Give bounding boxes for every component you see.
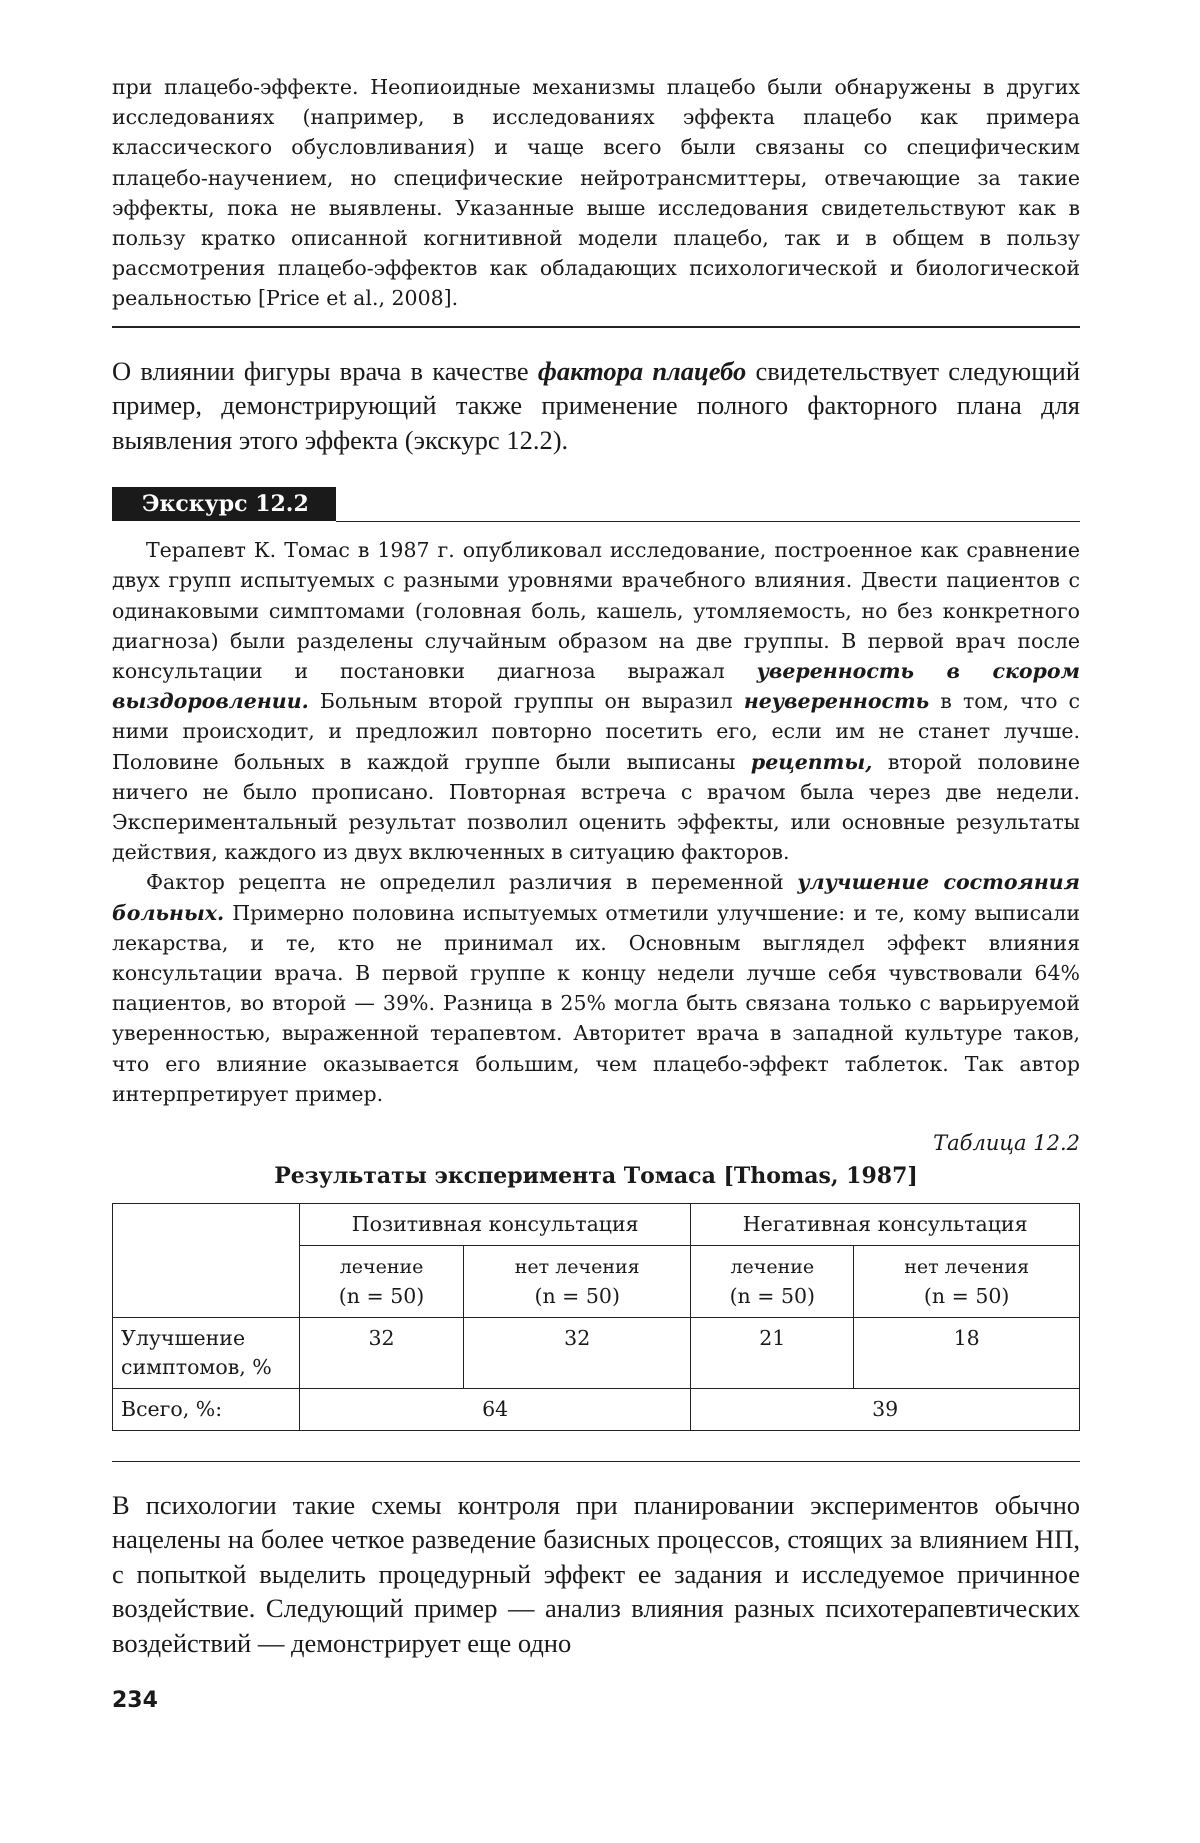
subheader-cell [300, 1245, 464, 1317]
table-corner-cell [113, 1203, 300, 1317]
results-table [112, 1203, 1080, 1431]
excursus-text: второй половине ничего не было прописано. Повторная встреча с врачом была через две недели. Экспериментальный результат позволил оценить эффекты, или основные результаты действия, каждого из двух включенных в ситуацию факторов. [112, 749, 1080, 865]
table-caption: Таблица 12.2 [933, 1130, 1080, 1155]
table-cell: 21 [691, 1317, 854, 1388]
excursus-emphasis: улучшение состояния больных. [112, 870, 1080, 925]
subheader-cell [464, 1245, 691, 1317]
main-paragraph-text: О влиянии фигуры врача в качестве [112, 355, 538, 386]
subheader-label: лечение [730, 1255, 815, 1278]
table-cell: 39 [691, 1388, 1080, 1430]
table-title: Результаты эксперимента Томаса [Thomas, 1987] [274, 1162, 918, 1189]
table-row [113, 1203, 1080, 1245]
excursus-emphasis: неуверенность [743, 689, 930, 714]
closing-paragraph: В психологии такие схемы контроля при планировании экспериментов обычно нацелены на более четкое разведение базисных процессов, стоящих за влиянием НП, с попыткой выделить процедурный эффект ее задания и исследуемое причинное воздействие. Следующий пример — анализ влияния разных психотерапевтических воздействий — демонстрирует еще одно [112, 1489, 1080, 1658]
excursus-paragraph-2 [112, 867, 1080, 1109]
page-number: 234 [112, 1688, 158, 1713]
table-row [113, 1317, 1080, 1388]
page-content [112, 72, 1080, 1660]
excursus-paragraph-1 [112, 535, 1080, 867]
excursus-emphasis: рецепты, [750, 749, 873, 774]
excursus-text: Больным второй группы он выразил [308, 689, 744, 714]
subheader-n: (n = 50) [923, 1283, 1010, 1308]
subheader-n: (n = 50) [338, 1283, 425, 1308]
table-cell: 18 [854, 1317, 1080, 1388]
main-paragraph-emphasis: фактора плацебо [537, 355, 747, 386]
subheader-n: (n = 50) [534, 1283, 620, 1308]
subheader-n: (n = 50) [729, 1283, 816, 1308]
excursus-text: Терапевт К. Томас в 1987 г. опубликовал исследование, построенное как сравнение двух групп испытуемых с разными уровнями врачебного влияния. Двести пациентов с одинаковыми симптомами (головная боль, кашель, утомляемость, но без конкретного диагноза) были разделены случайным образом на две группы. В первой врач после консультации и постановки диагноза выражал [112, 538, 1080, 683]
table-cell: 32 [464, 1317, 691, 1388]
subheader-label: нет лечения [514, 1255, 640, 1278]
excursus-label: Экскурс 12.2 [112, 487, 336, 521]
header-positive: Позитивная консультация [300, 1203, 691, 1245]
intro-paragraph: при плацебо-эффекте. Неопиоидные механизмы плацебо были обнаружены в других исследованиях (например, в исследованиях эффекта плацебо как примера классического обусловливания) и чаще всего были связаны со специфическим плацебо-научением, но специфические нейротрансмиттеры, отвечающие за такие эффекты, пока не выявлены. Указанные выше исследования свидетельствуют как в пользу кратко описанной когнитивной модели плацебо, так и в общем в пользу рассмотрения плацебо-эффектов как обладающих психологической и биологической реальностью [Price et al., 2008]. [112, 75, 1080, 311]
header-negative: Негативная консультация [691, 1203, 1080, 1245]
subheader-label: нет лечения [904, 1255, 1030, 1278]
excursus-header [112, 487, 1080, 523]
excursus-text: Фактор рецепта не определил различия в переменной [146, 870, 798, 895]
main-paragraph-text-end: свидетельствует следующий пример, демонстрирующий также применение полного факторного плана для выявления этого эффекта (экскурс 12.2). [112, 355, 1081, 455]
subheader-label: лечение [339, 1255, 424, 1278]
subheader-cell [691, 1245, 854, 1317]
excursus-emphasis: уверенность в скором выздоровлении. [112, 658, 1080, 714]
excursus-text: Примерно половина испытуемых отметили улучшение: и те, кому выписали лекарства, и те, кто не принимал их. Основным выглядел эффект влияния консультации врача. В первой группе к концу недели лучше себя чувствовали 64% пациентов, во второй — 39%. Разница в 25% могла быть связана только с варьируемой уверенностью, выраженной терапевтом. Авторитет врача в западной культуре таков, что его влияние оказывается большим, чем плацебо-эффект таблеток. Так автор интерпретирует пример. [112, 900, 1080, 1106]
row-label-total: Всего, %: [113, 1388, 300, 1430]
row-label-improvement: Улучшение симптомов, % [113, 1317, 300, 1388]
excursus-text: в том, что с ними происходит, и предложил повторно посетить его, если им не станет лучше. Половине больных в каждой группе были выписаны [112, 689, 1080, 774]
table-cell: 64 [300, 1388, 691, 1430]
section-rule-bottom [112, 1461, 1080, 1462]
table-cell: 32 [300, 1317, 464, 1388]
excursus-header-line [336, 521, 1080, 522]
table-row [113, 1388, 1080, 1430]
section-rule-top [112, 326, 1080, 328]
main-paragraph [112, 354, 1080, 458]
subheader-cell [854, 1245, 1080, 1317]
